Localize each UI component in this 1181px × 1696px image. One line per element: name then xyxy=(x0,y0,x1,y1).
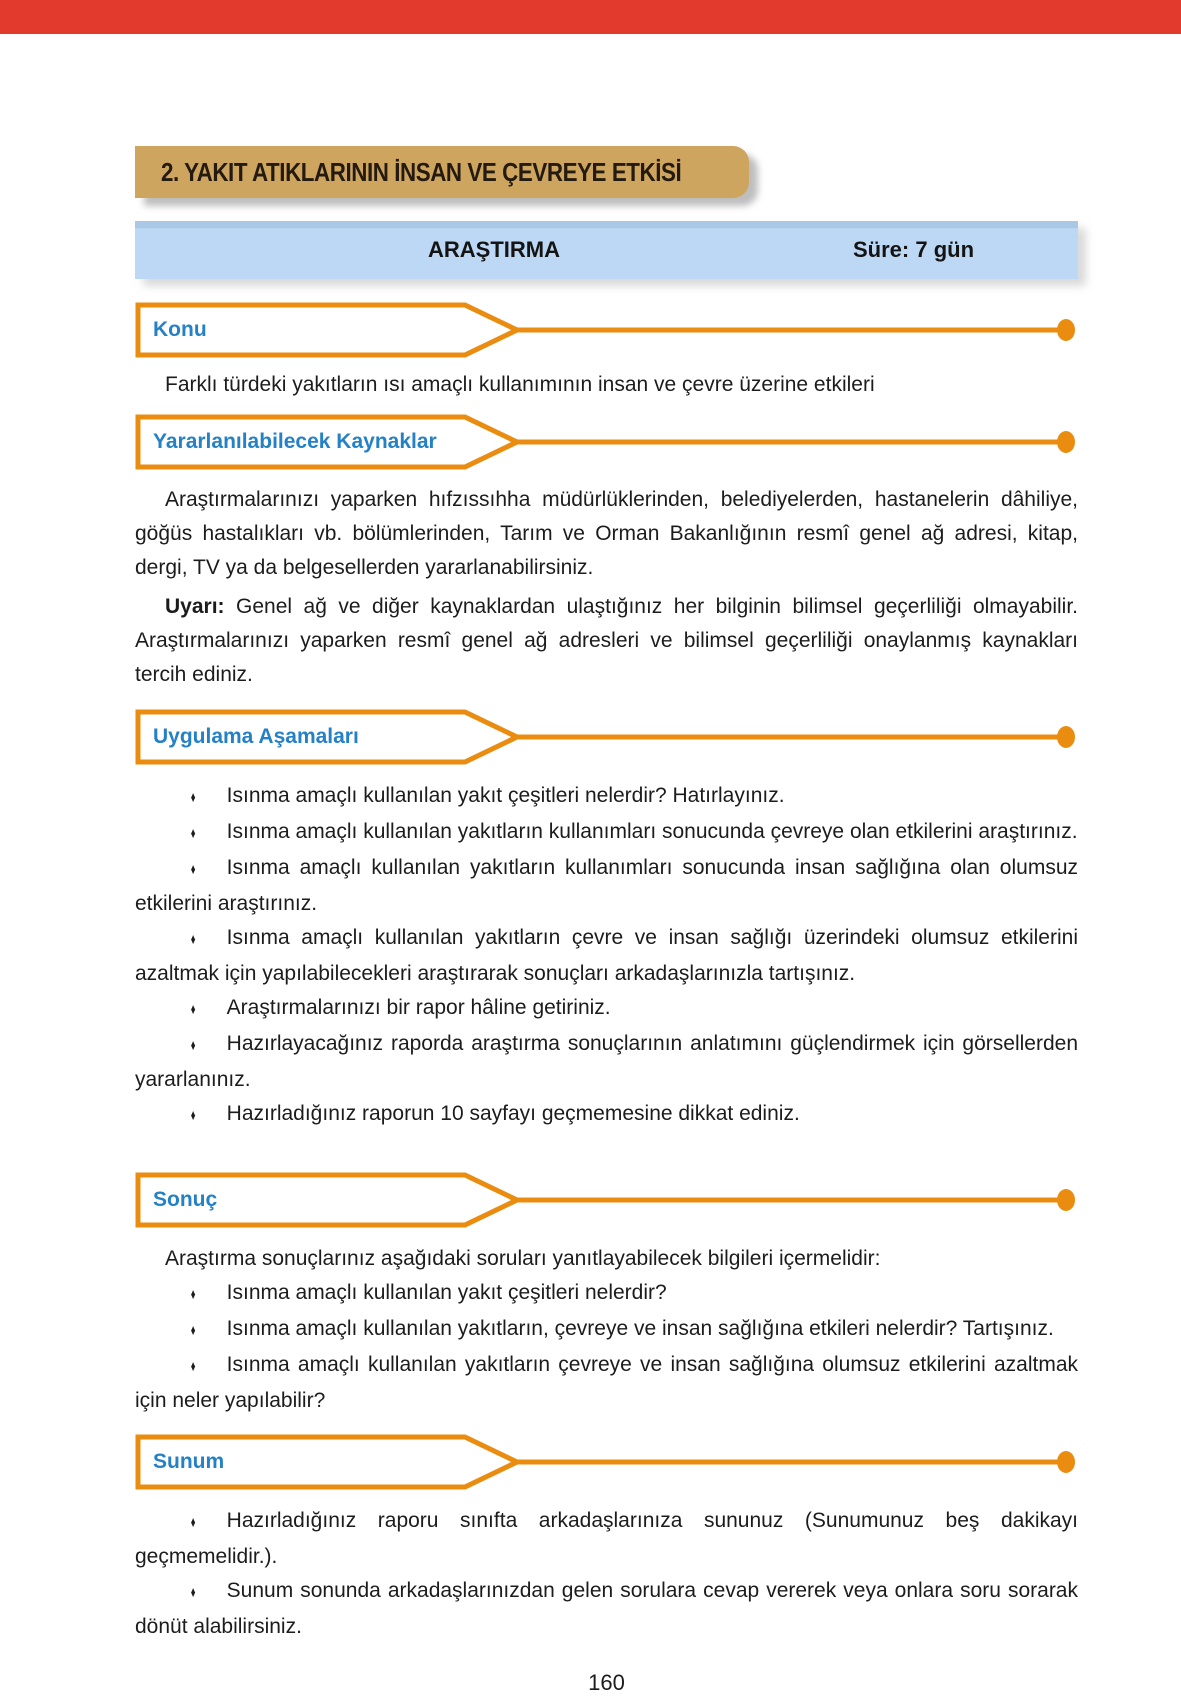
bullet-item: ♦ Isınma amaçlı kullanılan yakıtların, çevreye ve insan sağlığına etkileri nelerdir? Tartışınız. xyxy=(135,1312,1078,1348)
section-sunum xyxy=(135,1433,1078,1644)
section-label: Sonuç xyxy=(153,1188,218,1211)
section-content xyxy=(135,779,1078,1133)
section-banner xyxy=(135,1433,1078,1491)
section-content xyxy=(135,368,1078,402)
chapter-title-bar xyxy=(135,146,749,198)
paragraph: Araştırmalarınızı yaparken hıfzıssıhha müdürlüklerinden, belediyelerden, hastanelerin dâhiliye, göğüs hastalıkları vb. bölümlerinden, Tarım ve Orman Bakanlığının resmî genel ağ adresi, kitap, dergi, TV ya da belgesellerden yararlanabilirsiniz. xyxy=(135,488,1078,579)
bullet-diamond-icon: ♦ xyxy=(190,825,196,842)
banner-end-dot xyxy=(1057,726,1075,748)
activity-header-bar xyxy=(135,221,1078,279)
page-number: 160 xyxy=(588,1670,625,1695)
section-kaynaklar xyxy=(135,413,1078,692)
warning-label: Uyarı: xyxy=(165,595,237,618)
bullet-diamond-icon: ♦ xyxy=(190,861,196,878)
section-uygulama xyxy=(135,708,1078,1133)
bullet-diamond-icon: ♦ xyxy=(190,1037,196,1054)
banner-end-dot xyxy=(1057,319,1075,341)
bullet-diamond-icon: ♦ xyxy=(190,1514,196,1531)
bullet-item: ♦ Hazırlayacağınız raporda araştırma sonuçlarının anlatımını güçlendirmek için görsellerden yararlanınız. xyxy=(135,1027,1078,1097)
section-banner xyxy=(135,413,1078,471)
bullet-diamond-icon: ♦ xyxy=(190,1358,196,1375)
banner-end-dot xyxy=(1057,431,1075,453)
bullet-item: ♦ Isınma amaçlı kullanılan yakıt çeşitleri nelerdir? Hatırlayınız. xyxy=(135,779,1078,815)
bullet-item: ♦ Isınma amaçlı kullanılan yakıtların çevre ve insan sağlığı üzerindeki olumsuz etkilerini azaltmak için yapılabilecekleri araştırarak sonuçları arkadaşlarınızla tartışınız. xyxy=(135,921,1078,991)
bullet-item: ♦ Isınma amaçlı kullanılan yakıt çeşitleri nelerdir? xyxy=(135,1276,1078,1312)
bullet-item: ♦ Hazırladığınız raporun 10 sayfayı geçmemesine dikkat ediniz. xyxy=(135,1097,1078,1133)
banner-end-dot xyxy=(1057,1189,1075,1211)
bullet-item: ♦ Hazırladığınız raporu sınıfta arkadaşlarınıza sununuz (Sunumunuz beş dakikayı geçmemelidir.). xyxy=(135,1504,1078,1574)
section-content xyxy=(135,1242,1078,1418)
activity-duration: Süre: 7 gün xyxy=(853,237,975,262)
bullet-diamond-icon: ♦ xyxy=(190,1001,196,1018)
section-banner xyxy=(135,1171,1078,1229)
bullet-item: ♦ Isınma amaçlı kullanılan yakıtların kullanımları sonucunda çevreye olan etkilerini araştırınız. xyxy=(135,815,1078,851)
banner-end-dot xyxy=(1057,1451,1075,1473)
section-konu xyxy=(135,301,1078,402)
section-label: Uygulama Aşamaları xyxy=(153,725,359,748)
bullet-diamond-icon: ♦ xyxy=(190,931,196,948)
section-content xyxy=(135,483,1078,692)
bullet-diamond-icon: ♦ xyxy=(190,1322,196,1339)
section-intro: Araştırma sonuçlarınız aşağıdaki soruları yanıtlayabilecek bilgileri içermelidir: xyxy=(165,1247,881,1270)
page-content xyxy=(135,146,1078,1696)
top-edge-band xyxy=(0,0,1181,34)
paragraph: Uyarı: Genel ağ ve diğer kaynaklardan ulaştığınız her bilginin bilimsel geçerliliği olmayabilir. Araştırmalarınızı yaparken resmî genel ağ adresleri ve bilimsel geçerliliği onaylanmış kaynakları tercih ediniz. xyxy=(135,595,1079,686)
chapter-title: 2. YAKIT ATIKLARININ İNSAN VE ÇEVREYE ETKİSİ xyxy=(161,156,682,187)
bullet-item: ♦ Isınma amaçlı kullanılan yakıtların çevreye ve insan sağlığına olumsuz etkilerini azaltmak için neler yapılabilir? xyxy=(135,1348,1078,1418)
section-sonuc xyxy=(135,1171,1078,1418)
paragraph: Farklı türdeki yakıtların ısı amaçlı kullanımının insan ve çevre üzerine etkileri xyxy=(165,373,875,396)
section-banner xyxy=(135,301,1078,359)
section-label: Konu xyxy=(153,318,207,341)
section-banner xyxy=(135,708,1078,766)
section-label: Sunum xyxy=(153,1450,225,1473)
section-label: Yararlanılabilecek Kaynaklar xyxy=(153,430,437,453)
bullet-item: ♦ Sunum sonunda arkadaşlarınızdan gelen sorulara cevap vererek veya onlara soru sorarak dönüt alabilirsiniz. xyxy=(135,1574,1078,1644)
arrow-banner-shape xyxy=(135,1171,1078,1229)
bullet-item: ♦ Isınma amaçlı kullanılan yakıtların kullanımları sonucunda insan sağlığına olan olumsuz etkilerini araştırınız. xyxy=(135,851,1078,921)
bullet-diamond-icon: ♦ xyxy=(190,1107,196,1124)
arrow-banner-shape xyxy=(135,1433,1078,1491)
sections xyxy=(135,301,1078,1644)
bullet-diamond-icon: ♦ xyxy=(190,789,196,806)
bullet-diamond-icon: ♦ xyxy=(190,1584,196,1601)
bullet-diamond-icon: ♦ xyxy=(190,1286,196,1303)
bullet-item: ♦ Araştırmalarınızı bir rapor hâline getiriniz. xyxy=(135,991,1078,1027)
arrow-banner-shape xyxy=(135,301,1078,359)
activity-title: ARAŞTIRMA xyxy=(428,237,560,262)
section-content xyxy=(135,1504,1078,1644)
